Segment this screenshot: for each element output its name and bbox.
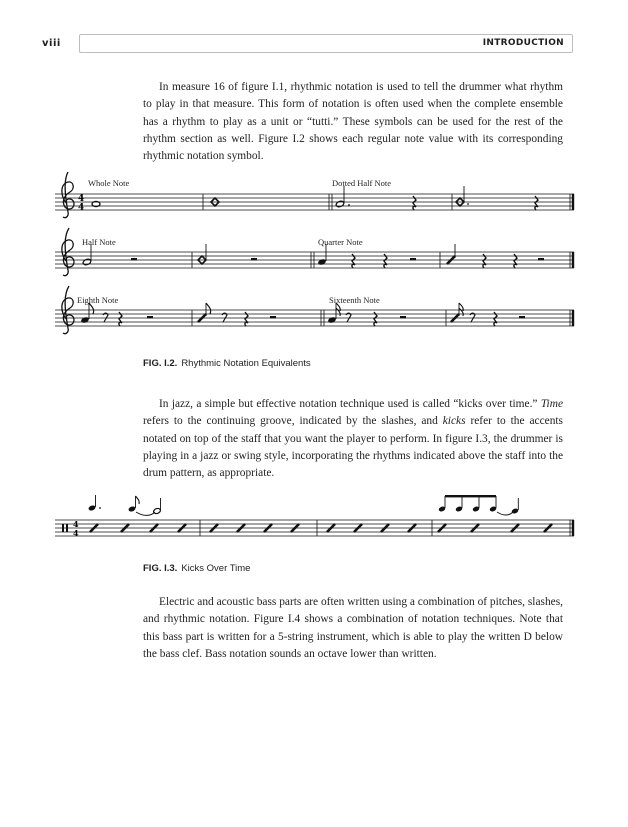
figure-rhythmic-notation-equivalents — [0, 172, 628, 352]
paragraph-text: In measure 16 of figure I.1, rhythmic notation is used to tell the drummer what rhythm to play in that measure. This form of notation is often used when the complete ensemble has a rhythm to play as a unit or “tutti.” These symbols can be used for the rest of the rhythm section as well. Figure I.2 shows each regular note value with its corresponding rhythmic notation symbol. — [143, 81, 563, 163]
label-eighth-note: Eighth Note — [77, 295, 119, 305]
figure-kicks-over-time — [0, 492, 628, 552]
figure-caption-i3 — [143, 563, 250, 574]
running-header — [42, 34, 576, 54]
staff-row-half-quarter — [55, 228, 574, 276]
figure-caption-i2 — [143, 358, 311, 369]
paragraph-bass-notation — [143, 594, 563, 663]
paragraph-rhythmic-notation — [143, 79, 563, 165]
caption-number: FIG. I.3. — [143, 563, 178, 574]
page-number: viii — [42, 38, 61, 49]
paragraph-kicks-over-time — [143, 396, 563, 482]
svg-text:4: 4 — [78, 194, 85, 204]
caption-text: Rhythmic Notation Equivalents — [181, 358, 311, 369]
header-rule-box — [79, 34, 573, 53]
section-title: INTRODUCTION — [482, 38, 564, 48]
paragraph-text: In jazz, a simple but effective notation technique used is called “kicks over time.” Time refers to the continuing groove, indicated by the slashes, and kicks refer to the accents notated on top of the staff that you want the player to perform. In figure I.3, the drummer is playing in a jazz or swing style, incorporating the rhythms indicated above the staff into the drum pattern, as appropriate. — [143, 398, 563, 480]
treble-clef-icon — [62, 172, 74, 218]
label-quarter-note: Quarter Note — [318, 237, 363, 247]
label-dotted-half-note: Dotted Half Note — [332, 178, 392, 188]
label-whole-note: Whole Note — [88, 178, 130, 188]
svg-text:4: 4 — [78, 203, 85, 213]
staff-row-eighth-sixteenth — [55, 286, 574, 334]
svg-text:4: 4 — [73, 519, 79, 529]
caption-number: FIG. I.2. — [143, 358, 178, 369]
svg-text:4: 4 — [73, 528, 79, 538]
paragraph-text: Electric and acoustic bass parts are often written using a combination of pitches, slashes, and rhythmic notation. Figure I.4 shows a combination of notation techniques. Note that this bass part is written for a 5-string instrument, which is able to play the written D below the bass clef. Bass notation sounds an octave lower than written. — [143, 596, 563, 660]
label-sixteenth-note: Sixteenth Note — [329, 295, 380, 305]
label-half-note: Half Note — [82, 237, 116, 247]
caption-text: Kicks Over Time — [181, 563, 251, 574]
staff-row-whole-dotted-half — [55, 172, 574, 218]
